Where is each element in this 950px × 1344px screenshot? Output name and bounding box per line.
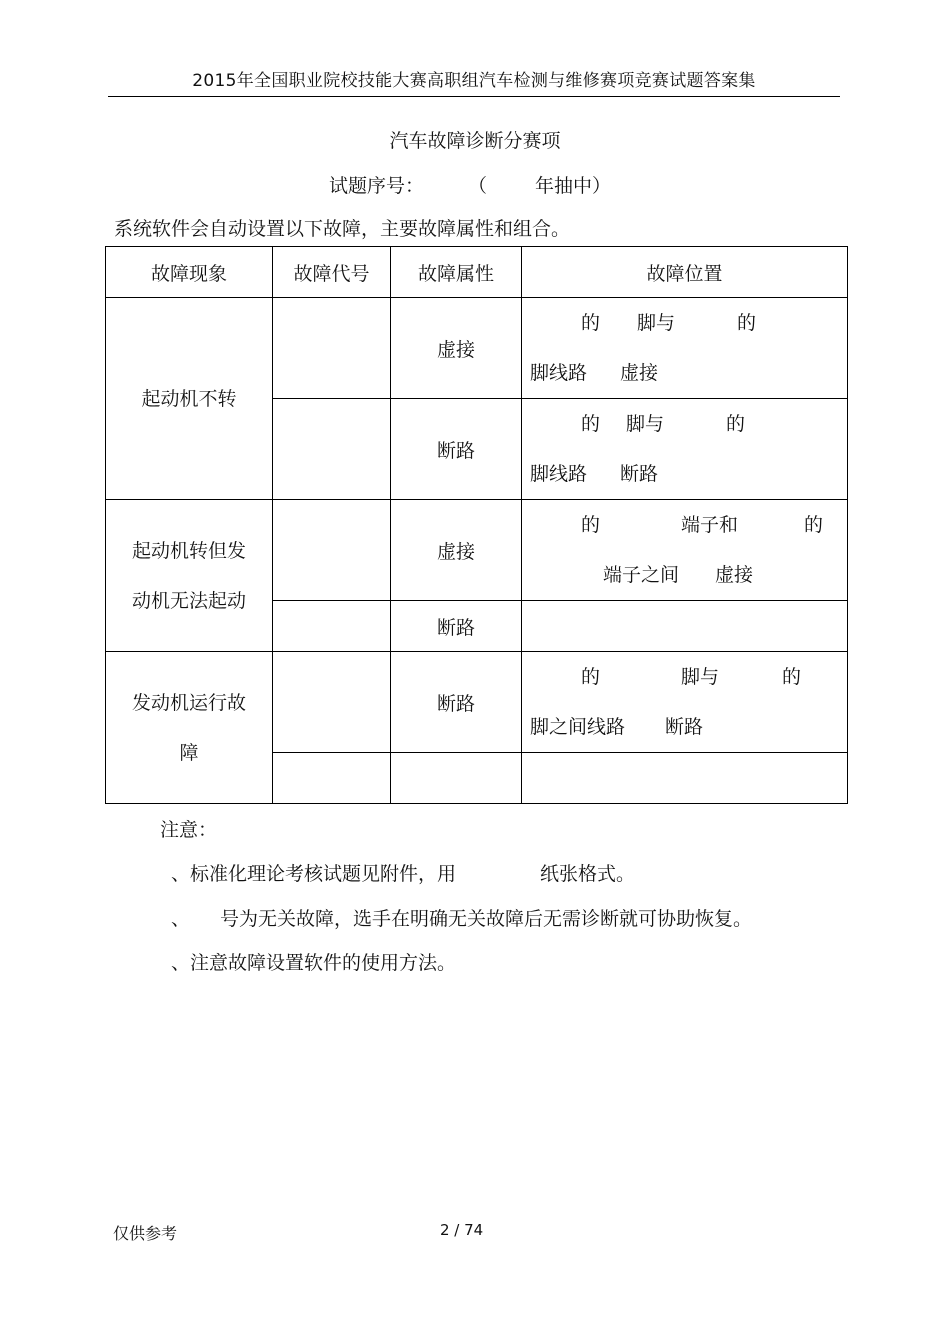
location-fragment: 脚线路: [530, 463, 588, 485]
intro-text: 系统软件会自动设置以下故障，主要故障属性和组合。: [114, 218, 571, 240]
notes-label: 注意：: [160, 819, 218, 841]
location-cell: [522, 601, 848, 652]
note-item: 号为无关故障，选手在明确无关故障后无需诊断就可协助恢复。: [220, 908, 753, 930]
code-cell: [273, 298, 391, 399]
table-row: [106, 652, 848, 753]
header-rule: [108, 96, 840, 97]
symptom-text: 起动机不转: [141, 387, 237, 410]
symptom-cell: [106, 500, 273, 652]
doc-title: 汽车故障诊断分赛项: [389, 130, 561, 152]
attribute-cell: [391, 753, 522, 804]
serial-tail: 年抽中）: [535, 175, 612, 197]
symptom-text: 动机无法起动: [131, 589, 246, 612]
note-item: 、标准化理论考核试题见附件，用: [171, 863, 457, 885]
code-cell: [273, 601, 391, 652]
symptom-text: 发动机运行故: [131, 691, 246, 714]
location-fragment: 断路: [620, 463, 659, 485]
note-item: 、注意故障设置软件的使用方法。: [171, 952, 457, 974]
running-header: 2015年全国职业院校技能大赛高职组汽车检测与维修赛项竞赛试题答案集: [192, 71, 756, 91]
location-fragment: 的: [581, 666, 601, 688]
serial-label: 试题序号：: [329, 175, 425, 197]
symptom-text: 起动机转但发: [131, 539, 246, 562]
code-cell: [273, 399, 391, 500]
code-cell: [273, 753, 391, 804]
serial-open-paren: （: [468, 175, 488, 197]
col-header-code: 故障代号: [273, 247, 391, 298]
location-fragment: 虚接: [715, 564, 754, 586]
attribute-cell: 虚接: [391, 298, 522, 399]
note-item: 、: [171, 908, 191, 930]
location-fragment: 的: [581, 312, 601, 334]
location-fragment: 脚之间线路: [530, 716, 626, 738]
footer-disclaimer: 仅供参考: [113, 1224, 178, 1243]
table-header-row: [106, 247, 848, 298]
code-cell: [273, 500, 391, 601]
page-number: 2 / 74: [440, 1221, 484, 1239]
location-cell: [522, 652, 848, 753]
location-fragment: 的: [581, 413, 601, 435]
location-fragment: 断路: [665, 716, 704, 738]
location-fragment: 端子之间: [603, 564, 680, 586]
table-row: [106, 500, 848, 601]
table-row: [106, 298, 848, 399]
attribute-cell: 断路: [391, 399, 522, 500]
location-fragment: 脚与: [626, 413, 665, 435]
location-fragment: 的: [726, 413, 746, 435]
col-header-attribute: 故障属性: [391, 247, 522, 298]
symptom-text: 障: [179, 741, 199, 764]
location-fragment: 的: [804, 514, 824, 536]
location-fragment: 脚线路: [530, 362, 588, 384]
col-header-symptom: 故障现象: [106, 247, 273, 298]
location-cell: [522, 753, 848, 804]
symptom-cell: [106, 652, 273, 804]
location-cell: [522, 500, 848, 601]
location-fragment: 端子和: [681, 514, 739, 536]
col-header-location: 故障位置: [522, 247, 848, 298]
attribute-cell: 虚接: [391, 500, 522, 601]
location-cell: [522, 399, 848, 500]
location-fragment: 脚与: [637, 312, 676, 334]
location-fragment: 虚接: [620, 362, 659, 384]
fault-table: [105, 246, 848, 804]
symptom-cell: [106, 298, 273, 500]
note-item: 纸张格式。: [540, 863, 636, 885]
attribute-cell: 断路: [391, 601, 522, 652]
location-fragment: 的: [737, 312, 757, 334]
location-fragment: 的: [782, 666, 802, 688]
code-cell: [273, 652, 391, 753]
location-fragment: 的: [581, 514, 601, 536]
location-fragment: 脚与: [681, 666, 720, 688]
location-cell: [522, 298, 848, 399]
attribute-cell: 断路: [391, 652, 522, 753]
